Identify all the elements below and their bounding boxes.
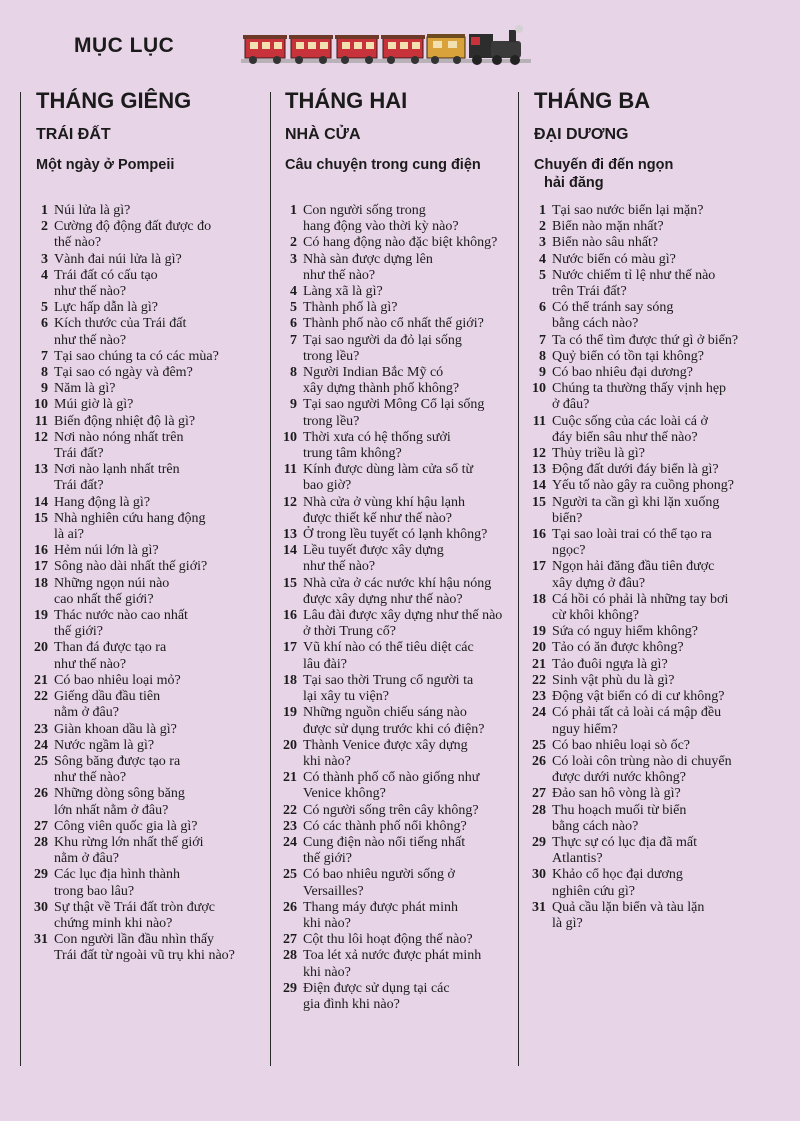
question-item <box>281 948 517 980</box>
question-number: 10 <box>532 381 546 397</box>
question-item <box>32 835 268 867</box>
question-item <box>32 349 268 365</box>
question-text: Cuộc sống của các loài cá ở đáy biển sâu như thế nào? <box>552 413 708 445</box>
question-text: Con người lần đầu nhìn thấy Trái đất từ ngoài vũ trụ khi nào? <box>54 932 235 964</box>
question-item <box>281 770 517 802</box>
question-number: 14 <box>283 543 297 559</box>
question-number: 4 <box>290 284 297 300</box>
question-item <box>32 640 268 672</box>
question-item <box>281 835 517 867</box>
question-item <box>32 754 268 786</box>
question-text: Toa lét xả nước được phát minh khi nào? <box>303 948 482 980</box>
question-item <box>530 365 792 381</box>
question-text: Nước chiếm tỉ lệ như thế nào trên Trái đất? <box>552 267 716 300</box>
question-item <box>32 252 268 268</box>
question-text: Những dòng sông băng lớn nhất nằm ở đâu? <box>54 786 185 818</box>
question-text: Núi lửa là gì? <box>54 203 131 218</box>
question-list-february <box>281 203 517 1013</box>
question-item <box>530 900 792 932</box>
question-number: 21 <box>283 770 297 786</box>
month-column-february <box>285 88 517 174</box>
question-text: Hẻm núi lớn là gì? <box>54 543 159 559</box>
question-item <box>32 689 268 721</box>
question-item <box>32 576 268 608</box>
question-item <box>32 511 268 543</box>
question-number: 6 <box>41 316 48 332</box>
question-item <box>530 300 792 332</box>
question-item <box>530 446 792 462</box>
question-number: 15 <box>283 575 297 591</box>
question-number: 27 <box>34 818 48 834</box>
question-text: Nước biển có màu gì? <box>552 251 676 267</box>
question-text: Quỷ biển có tồn tại không? <box>552 348 705 364</box>
question-number: 29 <box>283 980 297 996</box>
question-number: 2 <box>290 235 297 251</box>
question-number: 26 <box>283 899 297 915</box>
question-text: Có thành phố cổ nào giống như Venice không? <box>303 770 480 802</box>
question-text: Có loài côn trùng nào di chuyển được dưới nước không? <box>552 753 732 786</box>
question-item <box>530 495 792 527</box>
question-number: 28 <box>532 802 546 818</box>
question-text: Sự thật về Trái đất tròn được chứng minh khi nào? <box>54 899 216 931</box>
question-text: Quả cầu lặn biển và tàu lặn là gì? <box>552 899 705 931</box>
question-number: 14 <box>532 478 546 494</box>
question-item <box>530 381 792 413</box>
question-text: Động vật biển có di cư không? <box>552 689 725 705</box>
question-number: 25 <box>34 753 48 769</box>
question-number: 8 <box>41 365 48 381</box>
question-item <box>32 495 268 511</box>
question-text: Có các thành phố nổi không? <box>303 818 467 834</box>
question-text: Những ngọn núi nào cao nhất thế giới? <box>54 575 170 607</box>
question-text: Biển nào sâu nhất? <box>552 235 659 251</box>
question-number: 12 <box>532 446 546 462</box>
question-text: Người Indian Bắc Mỹ có xây dựng thành phố không? <box>303 365 460 397</box>
question-item <box>530 527 792 559</box>
question-item <box>281 333 517 365</box>
question-item <box>281 397 517 429</box>
story-title: Chuyến đi đến ngọn hải đăng <box>534 157 674 191</box>
question-item <box>530 689 792 705</box>
question-text: Thực sự có lục địa đã mất Atlantis? <box>552 834 698 867</box>
question-number: 27 <box>532 786 546 802</box>
column-divider <box>270 92 271 1066</box>
question-text: Người ta cần gì khi lặn xuống biển? <box>552 494 720 526</box>
question-text: Con người sống trong hang động vào thời kỳ nào? <box>303 203 459 235</box>
question-list-january <box>32 203 268 965</box>
question-item <box>530 673 792 689</box>
question-text: Nhà cửa ở các nước khí hậu nóng được xây dựng như thế nào? <box>303 575 492 607</box>
column-divider <box>518 92 519 1066</box>
question-text: Kích thước của Trái đất như thế nào? <box>54 316 187 348</box>
question-number: 24 <box>532 705 546 721</box>
question-text: Vũ khí nào có thể tiêu diệt các lâu đài? <box>303 640 474 672</box>
question-number: 30 <box>34 899 48 915</box>
question-text: Giàn khoan dầu là gì? <box>54 721 177 737</box>
question-number: 17 <box>283 640 297 656</box>
question-item <box>530 754 792 786</box>
question-item <box>32 738 268 754</box>
question-number: 3 <box>539 235 546 251</box>
question-number: 12 <box>34 429 48 445</box>
question-text: Năm là gì? <box>54 381 116 397</box>
question-item <box>530 705 792 737</box>
question-number: 11 <box>283 462 297 478</box>
question-number: 27 <box>283 932 297 948</box>
question-number: 13 <box>283 527 297 543</box>
question-item <box>32 381 268 397</box>
question-item <box>32 722 268 738</box>
month-heading: THÁNG BA <box>534 88 651 113</box>
question-number: 20 <box>34 640 48 656</box>
question-item <box>32 673 268 689</box>
question-number: 8 <box>290 365 297 381</box>
question-item <box>32 608 268 640</box>
question-number: 10 <box>283 429 297 445</box>
question-number: 23 <box>532 689 546 705</box>
question-item <box>530 592 792 624</box>
question-number: 17 <box>34 559 48 575</box>
question-text: Động đất dưới đáy biển là gì? <box>552 462 719 478</box>
question-text: Tại sao chúng ta có các mùa? <box>54 348 219 364</box>
question-item <box>281 462 517 494</box>
question-item <box>530 624 792 640</box>
question-item <box>281 300 517 316</box>
question-number: 16 <box>34 543 48 559</box>
question-number: 10 <box>34 397 48 413</box>
question-text: Than đá được tạo ra như thế nào? <box>54 640 167 672</box>
question-text: Cá hồi có phải là những tay bơi cừ khôi không? <box>552 591 729 624</box>
question-item <box>281 673 517 705</box>
question-number: 17 <box>532 559 546 575</box>
question-item <box>32 819 268 835</box>
question-item <box>530 235 792 251</box>
question-item <box>530 268 792 300</box>
question-item <box>32 203 268 219</box>
question-item <box>281 608 517 640</box>
question-text: Trái đất có cấu tạo như thế nào? <box>54 267 158 300</box>
question-number: 26 <box>532 753 546 769</box>
question-number: 3 <box>290 251 297 267</box>
question-number: 24 <box>283 834 297 850</box>
question-text: Cột thu lôi hoạt động thế nào? <box>303 932 473 948</box>
question-number: 22 <box>34 689 48 705</box>
question-text: Vành đai núi lửa là gì? <box>54 251 182 267</box>
question-list-march <box>530 203 792 932</box>
question-item <box>32 397 268 413</box>
question-text: Biển nào mặn nhất? <box>552 219 664 235</box>
question-text: Thành Venice được xây dựng khi nào? <box>303 737 468 769</box>
question-text: Thành phố là gì? <box>303 300 398 316</box>
question-text: Nhà nghiên cứu hang động là ai? <box>54 510 206 543</box>
question-number: 26 <box>34 786 48 802</box>
question-text: Khảo cổ học đại dương nghiên cứu gì? <box>552 867 683 899</box>
question-number: 14 <box>34 494 48 510</box>
question-text: Chúng ta thường thấy vịnh hẹp ở đâu? <box>552 381 727 413</box>
question-text: Ta có thể tìm được thứ gì ở biển? <box>552 332 739 348</box>
question-item <box>530 835 792 867</box>
question-number: 21 <box>532 656 546 672</box>
question-text: Ngọn hải đăng đầu tiên được xây dựng ở đâu? <box>552 559 715 591</box>
question-item <box>281 803 517 819</box>
question-number: 9 <box>290 397 297 413</box>
question-number: 23 <box>283 818 297 834</box>
question-text: Thác nước nào cao nhất thế giới? <box>54 608 188 640</box>
question-number: 31 <box>34 932 48 948</box>
question-text: Có người sống trên cây không? <box>303 802 479 818</box>
question-item <box>530 349 792 365</box>
question-item <box>281 900 517 932</box>
topic-heading: NHÀ CỬA <box>285 126 361 143</box>
question-item <box>281 316 517 332</box>
toc-title: MỤC LỤC <box>74 34 175 57</box>
question-text: Có phải tất cả loài cá mập đều nguy hiểm? <box>552 705 722 737</box>
question-item <box>530 803 792 835</box>
question-item <box>530 252 792 268</box>
question-number: 16 <box>283 608 297 624</box>
question-text: Nhà sàn được dựng lên như thế nào? <box>303 251 433 283</box>
question-item <box>530 657 792 673</box>
question-item <box>530 219 792 235</box>
topic-heading: TRÁI ĐẤT <box>36 126 111 143</box>
story-title: Một ngày ở Pompeii <box>36 157 175 173</box>
question-number: 19 <box>532 624 546 640</box>
question-text: Có bao nhiêu đại dương? <box>552 365 693 381</box>
question-item <box>281 235 517 251</box>
question-item <box>32 316 268 348</box>
question-number: 11 <box>34 413 48 429</box>
question-number: 15 <box>34 510 48 526</box>
question-number: 13 <box>532 462 546 478</box>
question-number: 7 <box>41 348 48 364</box>
topic-heading: ĐẠI DƯƠNG <box>534 126 629 143</box>
question-item <box>530 462 792 478</box>
question-text: Tại sao thời Trung cổ người ta lại xây tu viện? <box>303 672 474 705</box>
question-item <box>281 543 517 575</box>
question-text: Có hang động nào đặc biệt không? <box>303 235 498 251</box>
question-item <box>281 867 517 899</box>
question-number: 31 <box>532 899 546 915</box>
question-text: Sông nào dài nhất thế giới? <box>54 559 208 575</box>
question-item <box>281 365 517 397</box>
question-text: Thủy triều là gì? <box>552 446 645 462</box>
question-number: 30 <box>532 867 546 883</box>
question-item <box>530 640 792 656</box>
question-item <box>32 559 268 575</box>
question-text: Có bao nhiêu loại mỏ? <box>54 672 181 688</box>
question-text: Lực hấp dẫn là gì? <box>54 300 158 316</box>
question-item <box>32 365 268 381</box>
question-text: Yếu tố nào gây ra cuồng phong? <box>552 478 734 494</box>
question-text: Điện được sử dụng tại các gia đình khi nào? <box>303 980 450 1012</box>
question-item <box>32 543 268 559</box>
question-number: 1 <box>41 203 48 218</box>
question-item <box>281 981 517 1013</box>
question-number: 15 <box>532 494 546 510</box>
question-item <box>32 932 268 964</box>
question-item <box>281 819 517 835</box>
question-item <box>32 414 268 430</box>
question-number: 1 <box>290 203 297 218</box>
question-item <box>281 203 517 235</box>
question-item <box>530 786 792 802</box>
question-number: 8 <box>539 348 546 364</box>
question-text: Tại sao người Mông Cổ lại sống trong lều? <box>303 397 485 429</box>
question-number: 7 <box>290 332 297 348</box>
question-number: 5 <box>41 300 48 316</box>
question-text: Có bao nhiêu người sống ở Versailles? <box>303 867 455 899</box>
question-number: 9 <box>539 365 546 381</box>
question-text: Lâu đài được xây dựng như thế nào ở thời Trung cổ? <box>303 608 503 640</box>
question-item <box>281 430 517 462</box>
question-number: 2 <box>41 219 48 235</box>
question-item <box>530 867 792 899</box>
question-number: 6 <box>539 300 546 316</box>
question-text: Cường độ động đất được đo thế nào? <box>54 219 212 251</box>
question-number: 3 <box>41 251 48 267</box>
question-item <box>32 462 268 494</box>
question-item <box>281 284 517 300</box>
question-text: Công viên quốc gia là gì? <box>54 818 198 834</box>
question-text: Thu hoạch muối từ biển bằng cách nào? <box>552 802 687 834</box>
question-number: 23 <box>34 721 48 737</box>
question-number: 25 <box>283 867 297 883</box>
question-number: 29 <box>34 867 48 883</box>
question-text: Giếng dầu đầu tiên nằm ở đâu? <box>54 689 161 721</box>
question-text: Tảo đuôi ngựa là gì? <box>552 656 668 672</box>
question-item <box>530 414 792 446</box>
month-column-january <box>36 88 268 174</box>
question-text: Tại sao người da đỏ lại sống trong lều? <box>303 332 462 364</box>
question-item <box>530 203 792 219</box>
question-text: Cung điện nào nổi tiếng nhất thế giới? <box>303 834 466 867</box>
question-number: 24 <box>34 737 48 753</box>
question-number: 18 <box>532 591 546 607</box>
question-text: Hang động là gì? <box>54 494 151 510</box>
story-title: Câu chuyện trong cung điện <box>285 157 481 173</box>
question-text: Tại sao loài trai có thể tạo ra ngọc? <box>552 527 712 559</box>
question-number: 25 <box>532 737 546 753</box>
question-item <box>32 900 268 932</box>
question-number: 28 <box>283 948 297 964</box>
question-text: Thời xưa có hệ thống sưởi trung tâm không? <box>303 429 451 462</box>
question-text: Ở trong lều tuyết có lạnh không? <box>303 527 488 543</box>
question-item <box>281 576 517 608</box>
question-text: Thành phố nào cổ nhất thế giới? <box>303 316 484 332</box>
question-number: 22 <box>283 802 297 818</box>
question-text: Sinh vật phù du là gì? <box>552 672 675 688</box>
question-item <box>530 738 792 754</box>
question-text: Nước ngầm là gì? <box>54 737 155 753</box>
question-item <box>281 640 517 672</box>
question-text: Sông băng được tạo ra như thế nào? <box>54 753 181 786</box>
question-text: Khu rừng lớn nhất thế giới nằm ở đâu? <box>54 834 204 867</box>
question-text: Sứa có nguy hiểm không? <box>552 624 699 640</box>
question-item <box>281 252 517 284</box>
question-item <box>281 932 517 948</box>
question-text: Tại sao nước biển lại mặn? <box>552 203 704 218</box>
question-number: 4 <box>41 267 48 283</box>
question-number: 12 <box>283 494 297 510</box>
question-item <box>32 786 268 818</box>
question-number: 4 <box>539 251 546 267</box>
question-number: 5 <box>290 300 297 316</box>
question-item <box>530 333 792 349</box>
question-number: 21 <box>34 672 48 688</box>
question-number: 19 <box>283 705 297 721</box>
question-text: Đảo san hô vòng là gì? <box>552 786 681 802</box>
question-number: 20 <box>532 640 546 656</box>
question-number: 6 <box>290 316 297 332</box>
question-text: Các lục địa hình thành trong bao lâu? <box>54 867 180 899</box>
question-number: 18 <box>34 575 48 591</box>
question-item <box>281 738 517 770</box>
question-text: Có bao nhiêu loại sò ốc? <box>552 737 691 753</box>
question-number: 1 <box>539 203 546 218</box>
question-text: Biến động nhiệt độ là gì? <box>54 413 196 429</box>
question-number: 9 <box>41 381 48 397</box>
question-number: 18 <box>283 672 297 688</box>
question-number: 19 <box>34 608 48 624</box>
question-item <box>32 430 268 462</box>
question-item <box>281 527 517 543</box>
question-item <box>281 495 517 527</box>
question-text: Thang máy được phát minh khi nào? <box>303 899 458 931</box>
question-number: 13 <box>34 462 48 478</box>
question-text: Có thể tránh say sóng bằng cách nào? <box>552 300 674 332</box>
question-item <box>32 867 268 899</box>
month-heading: THÁNG HAI <box>285 88 408 113</box>
question-number: 29 <box>532 834 546 850</box>
question-text: Tảo có ăn được không? <box>552 640 684 656</box>
question-number: 5 <box>539 267 546 283</box>
question-text: Múi giờ là gì? <box>54 397 134 413</box>
question-number: 11 <box>532 413 546 429</box>
question-number: 28 <box>34 834 48 850</box>
question-number: 16 <box>532 527 546 543</box>
question-item <box>32 219 268 251</box>
question-item <box>530 559 792 591</box>
question-text: Tại sao có ngày và đêm? <box>54 365 193 381</box>
toy-train-illustration <box>241 24 531 68</box>
question-item <box>530 478 792 494</box>
month-column-march <box>534 88 774 192</box>
question-text: Nơi nào lạnh nhất trên Trái đất? <box>54 462 180 494</box>
question-item <box>32 268 268 300</box>
question-number: 7 <box>539 332 546 348</box>
month-heading: THÁNG GIÊNG <box>36 88 192 113</box>
question-number: 2 <box>539 219 546 235</box>
question-text: Những nguồn chiếu sáng nào được sử dụng trước khi có điện? <box>303 705 485 737</box>
question-item <box>281 705 517 737</box>
question-number: 20 <box>283 737 297 753</box>
question-text: Lều tuyết được xây dựng như thế nào? <box>303 543 444 575</box>
question-item <box>32 300 268 316</box>
question-text: Làng xã là gì? <box>303 284 383 300</box>
question-text: Kính được dùng làm cửa sổ từ bao giờ? <box>303 462 474 494</box>
question-text: Nơi nào nóng nhất trên Trái đất? <box>54 429 184 462</box>
column-divider <box>20 92 21 1066</box>
question-number: 22 <box>532 672 546 688</box>
question-text: Nhà cửa ở vùng khí hậu lạnh được thiết kế như thế nào? <box>303 494 465 526</box>
